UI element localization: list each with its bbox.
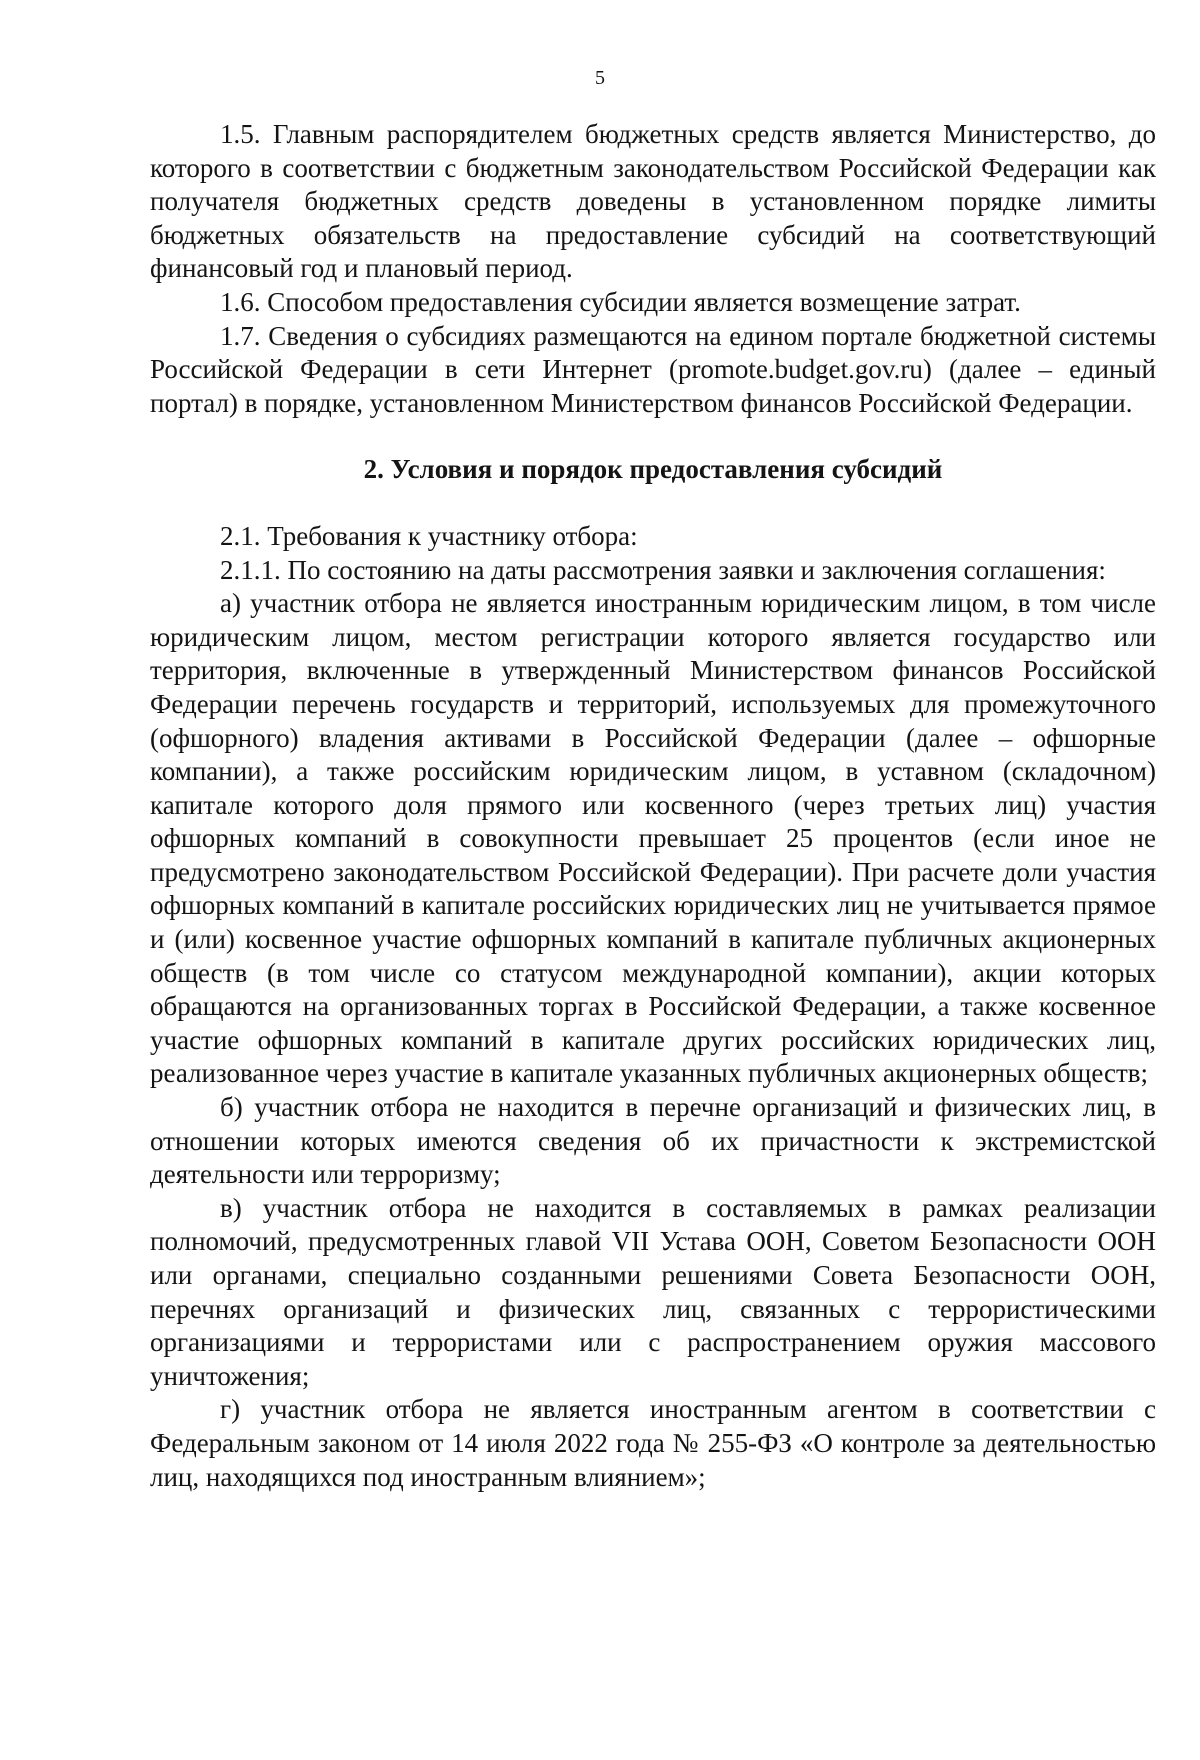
- paragraph-item-g: г) участник отбора не является иностранным агентом в соответствии с Федеральным законом от 14 июля 2022 года № 255-ФЗ «О контроле за деятельностью лиц, находящихся под иностранным влиянием»;: [150, 1394, 1156, 1492]
- paragraph-2-1: 2.1. Требования к участнику отбора:: [220, 520, 638, 551]
- page-number: 5: [595, 67, 605, 89]
- paragraph-1-7: 1.7. Сведения о субсидиях размещаются на едином портале бюджетной системы Российской Федерации в сети Интернет (promote.budget.gov.ru) (далее – единый портал) в порядке, установленном Министерством финансов Российской Федерации.: [150, 320, 1156, 418]
- section-heading: 2. Условия и порядок предоставления субсидий: [363, 454, 943, 485]
- paragraph-item-b: б) участник отбора не находится в перечне организаций и физических лиц, в отношении которых имеются сведения об их причастности к экстремистской деятельности или терроризму;: [150, 1092, 1156, 1190]
- paragraph-item-a: а) участник отбора не является иностранным юридическим лицом, в том числе юридическим лицом, местом регистрации которого является государство или территория, включенные в утвержденный Министерством финансов Российской Федерации перечень государств и территорий, используемых для промежуточного (офшорного) владения активами в Российской Федерации (далее – офшорные компании), а также российским юридическим лицом, в уставном (складочном) капитале которого доля прямого или косвенного (через третьих лиц) участия офшорных компаний в совокупности превышает 25 процентов (если иное не предусмотрено законодательством Российской Федерации). При расчете доли участия офшорных компаний в капитале российских юридических лиц не учитывается прямое и (или) косвенное участие офшорных компаний в капитале публичных акционерных обществ (в том числе со статусом международной компании), акции которых обращаются на организованных торгах в Российской Федерации, а также косвенное участие офшорных компаний в капитале других российских юридических лиц, реализованное через участие в капитале указанных публичных акционерных обществ;: [150, 588, 1156, 1089]
- paragraph-item-v: в) участник отбора не находится в составляемых в рамках реализации полномочий, предусмотренных главой VII Устава ООН, Советом Безопасности ООН или органами, специально созданными решениями Совета Безопасности ООН, перечнях организаций и физических лиц, связанных с террористическими организациями и террористами или с распространением оружия массового уничтожения;: [150, 1192, 1156, 1391]
- paragraph-1-6: 1.6. Способом предоставления субсидии является возмещение затрат.: [220, 286, 1021, 317]
- paragraph-1-5: 1.5. Главным распорядителем бюджетных средств является Министерство, до которого в соответствии с бюджетным законодательством Российской Федерации как получателя бюджетных средств доведены в установленном порядке лимиты бюджетных обязательств на предоставление субсидий на соответствующий финансовый год и плановый период.: [150, 119, 1156, 284]
- document-body: [150, 118, 1156, 1494]
- paragraph-2-1-1: 2.1.1. По состоянию на даты рассмотрения заявки и заключения соглашения:: [220, 554, 1106, 585]
